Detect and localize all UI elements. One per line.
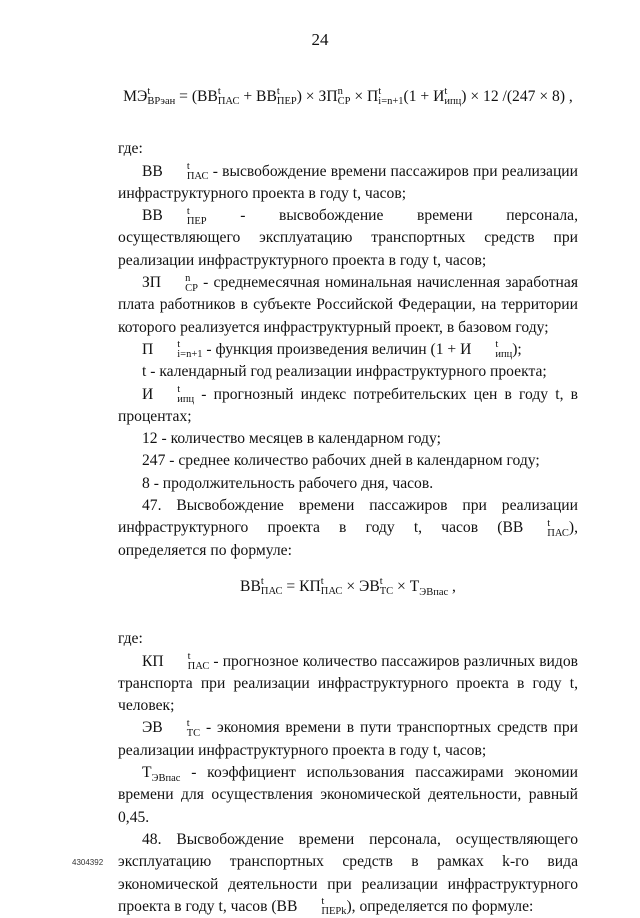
definition-workday-length: 8 - продолжительность рабочего дня, часов. bbox=[142, 474, 434, 492]
document-code: 4304392 bbox=[72, 858, 104, 867]
definition-year-t: t - календарный год реализации инфраструктурного проекта; bbox=[142, 363, 547, 381]
formula-passenger-time: ВВ t ПАС = КП t ПАС × ЭВ t ТС × $Т_{ЭВпас}$ , bbox=[240, 576, 456, 599]
definition-cpi: И t ипц - прогнозный индекс потребительских цен в году t, в процентах; bbox=[118, 383, 578, 425]
paragraph-47: 47. Высвобождение времени пассажиров при реализации инфраструктурного проекта в году t, часов (ВВ t ПАС ), определяется по формуле: bbox=[118, 497, 578, 559]
page-content bbox=[118, 86, 578, 918]
where-label: где: bbox=[118, 140, 143, 158]
definition-vv-per: ВВ t ПЕР - высвобождение времени персонала, осуществляющего эксплуатацию транспортных средств при реализации инфраструктурного проекта в году t, часов; bbox=[118, 205, 578, 269]
definition-workdays: 247 - среднее количество рабочих дней в календарном году; bbox=[142, 452, 540, 470]
definition-product-function: П t i=n+1 - функция произведения величин (1 + И t ипц ); bbox=[142, 339, 522, 361]
definition-kp-pas: КП t ПАС - прогнозное количество пассажиров различных видов транспорта при реализации инфраструктурного проекта в году t, человек; bbox=[118, 650, 578, 715]
definition-ev-ts: ЭВ t ТС - экономия времени в пути транспортных средств при реализации инфраструктурного проекта в году t, часов; bbox=[118, 717, 578, 759]
paragraph-48: 48. Высвобождение времени персонала, осуществляющего эксплуатацию транспортных средств в рамках k-го вида экономической деятельности при реализации инфраструктурного проекта в году t, часов (ВВ t ПЕРk ), определяется по формуле: bbox=[118, 830, 578, 918]
page-number: 24 bbox=[311, 30, 329, 49]
definition-vv-pas: ВВ t ПАС - высвобождение времени пассажиров при реализации инфраструктурного проекта в году t, часов; bbox=[118, 161, 578, 202]
definition-months: 12 - количество месяцев в календарном году; bbox=[142, 430, 441, 448]
where-label-2: где: bbox=[118, 630, 143, 648]
definition-zp-sr: ЗП n СР - среднемесячная номинальная начисленная заработная плата работников в субъекте Российской Федерации, на территории которого реализуется инфраструктурный проект, в базовом году; bbox=[118, 272, 578, 336]
formula-economic-effect: МЭ t ВРэан = (ВВ t ПАС + ВВ t ПЕР ) × ЗП n СР × П t i=n+1 (1 + И t ипц ) × 12 /(247 × 8) , bbox=[123, 86, 573, 108]
definition-t-evpas: $Т_{ЭВпас}$ - коэффициент использования пассажирами экономии времени для осуществления экономической деятельности, равный 0,45. bbox=[118, 764, 578, 826]
